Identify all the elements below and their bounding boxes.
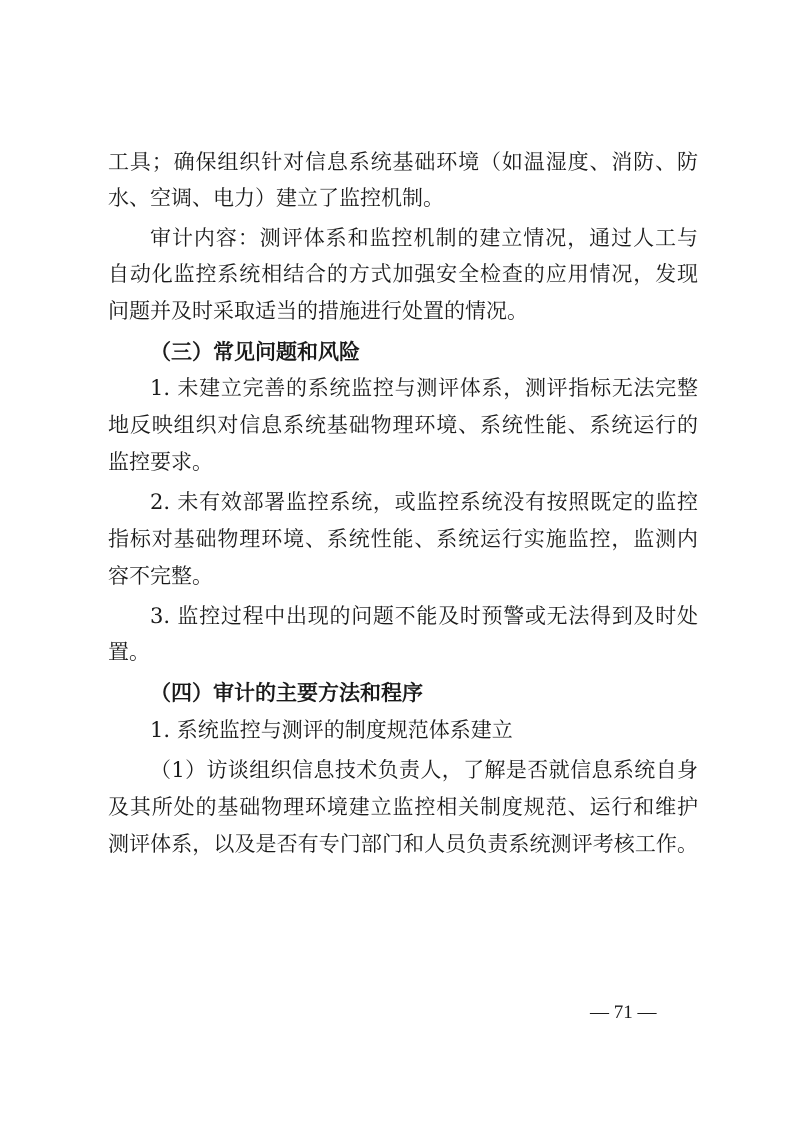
section-heading: （三）常见问题和风险 <box>150 339 360 364</box>
text-line: 测评体系，以及是否有专门部门和人员负责系统测评考核工作。 <box>108 832 698 856</box>
text-line: 1. 未建立完善的系统监控与测评体系，测评指标无法完整 <box>150 376 698 400</box>
text-line: 3. 监控过程中出现的问题不能及时预警或无法得到及时处 <box>150 604 698 628</box>
text-line: 审计内容：测评体系和监控机制的建立情况，通过人工与 <box>150 226 698 250</box>
text-line: 容不完整。 <box>108 564 213 588</box>
subsection-heading: 1. 系统监控与测评的制度规范体系建立 <box>150 718 513 742</box>
section-heading: （四）审计的主要方法和程序 <box>150 680 423 705</box>
text-line: 及其所处的基础物理环境建立监控相关制度规范、运行和维护 <box>108 795 698 819</box>
text-line: 指标对基础物理环境、系统性能、系统运行实施监控，监测内 <box>108 527 698 551</box>
text-line: 监控要求。 <box>108 450 213 474</box>
text-line: 2. 未有效部署监控系统，或监控系统没有按照既定的监控 <box>150 490 698 514</box>
text-line: 工具；确保组织针对信息系统基础环境（如温湿度、消防、防 <box>108 150 698 174</box>
page-number: — 71 — <box>590 1002 657 1023</box>
text-line: 自动化监控系统相结合的方式加强安全检查的应用情况，发现 <box>108 262 698 286</box>
text-line: 水、空调、电力）建立了监控机制。 <box>108 186 444 210</box>
text-line: （1）访谈组织信息技术负责人，了解是否就信息系统自身 <box>150 758 698 782</box>
text-line: 地反映组织对信息系统基础物理环境、系统性能、系统运行的 <box>108 413 698 437</box>
text-line: 置。 <box>108 640 150 664</box>
text-line: 问题并及时采取适当的措施进行处置的情况。 <box>108 299 528 323</box>
